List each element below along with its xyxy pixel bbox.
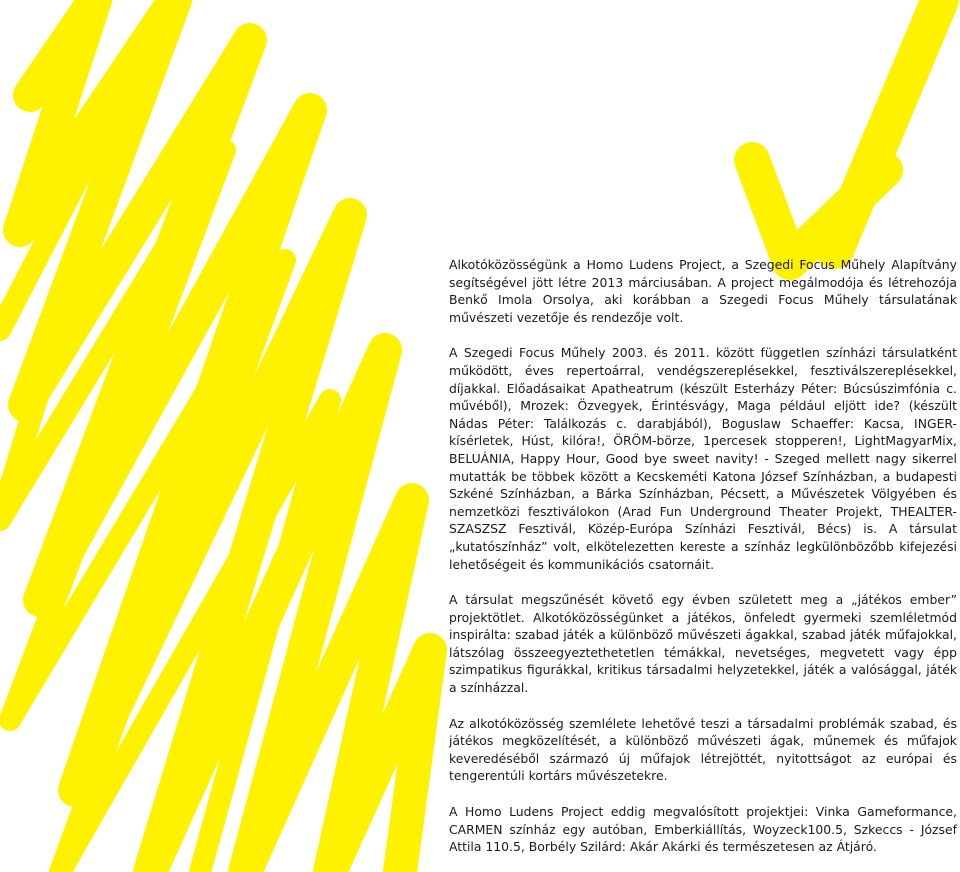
paragraph-history: A Szegedi Focus Műhely 2003. és 2011. között független színházi társulatként működött, éves repertoárral, vendégszereplésekkel, fesztiválszereplésekkel, díjakkal. Előadásaikat Apatheatrum (készült Esterházy Péter: Búcsúszimfónia c. művéből), Mrozek: Özvegyek, Érintésvágy, Maga például eljött ide? (készült Nádas Péter: Találkozás c. darabjából), Boguslaw Schaeffer: Kacsa, INGER- kísérletek, Húst, kilóra!, ÖRÖM-börze, 1percesek stopperen!, LightMagyarMix, BELUÁNIA, Happy Hour, Good bye sweet navity! - Szeged mellett nagy sikerrel mutatták be többek között a Kecskeméti Katona József Színházban, a budapesti Szkéné Színházban, a Bárka Színházban, Pécsett, a Művészetek Völgyében és nemzetközi fesztiválokon (Arad Fun Underground Theater Projekt, THEALTER-SZASZSZ Fesztivál, Közép-Európa Színházi Fesztivál, Bécs) is. A társulat „kutatószínház” volt, elkötelezetten kereste a színház legkülönbözőbb kifejezési lehetőségeit és kommunikációs csatornáit. (449, 345, 957, 572)
article-body (449, 256, 957, 872)
paragraph-projects: A Homo Ludens Project eddig megvalósított projektjei: Vinka Gameformance, CARMEN színház egy autóban, Emberkiállítás, Woyzeck100.5, Szkeccs - József Attila 110.5, Borbély Szilárd: Akár Akárki és természetesen az Átjáró. (449, 804, 957, 855)
paragraph-concept: A társulat megszűnését követő egy évben született meg a „játékos ember” projektötlet. Alkotóközösségünket a játékos, önfeledt gyermeki szemléletmód inspirálta: szabad játék a különböző művészeti ágakkal, szabad játék műfajokkal, látszólag összeegyeztethetetlen témákkal, nevetséges, megvetett vagy épp szimpatikus figurákkal, kritikus társadalmi helyzetekkel, játék a valósággal, játék a színházzal. (449, 592, 957, 696)
paragraph-intro: Alkotóközösségünk a Homo Ludens Project, a Szegedi Focus Műhely Alapítvány segítségével jött létre 2013 márciusában. A project megálmodója és létrehozója Benkő Imola Orsolya, aki korábban a Szegedi Focus Műhely társulatának művészeti vezetője és rendezője volt. (449, 257, 957, 325)
paragraph-approach: Az alkotóközösség szemlélete lehetővé teszi a társadalmi problémák szabad, és játékos megközelítését, a különböző művészeti ágak, műnemek és műfajok keveredéséből származó új műfajok létrejöttét, nyitottságot az európai és tengerentúli kortárs művészetekre. (449, 715, 957, 784)
arrow-head (752, 160, 885, 262)
